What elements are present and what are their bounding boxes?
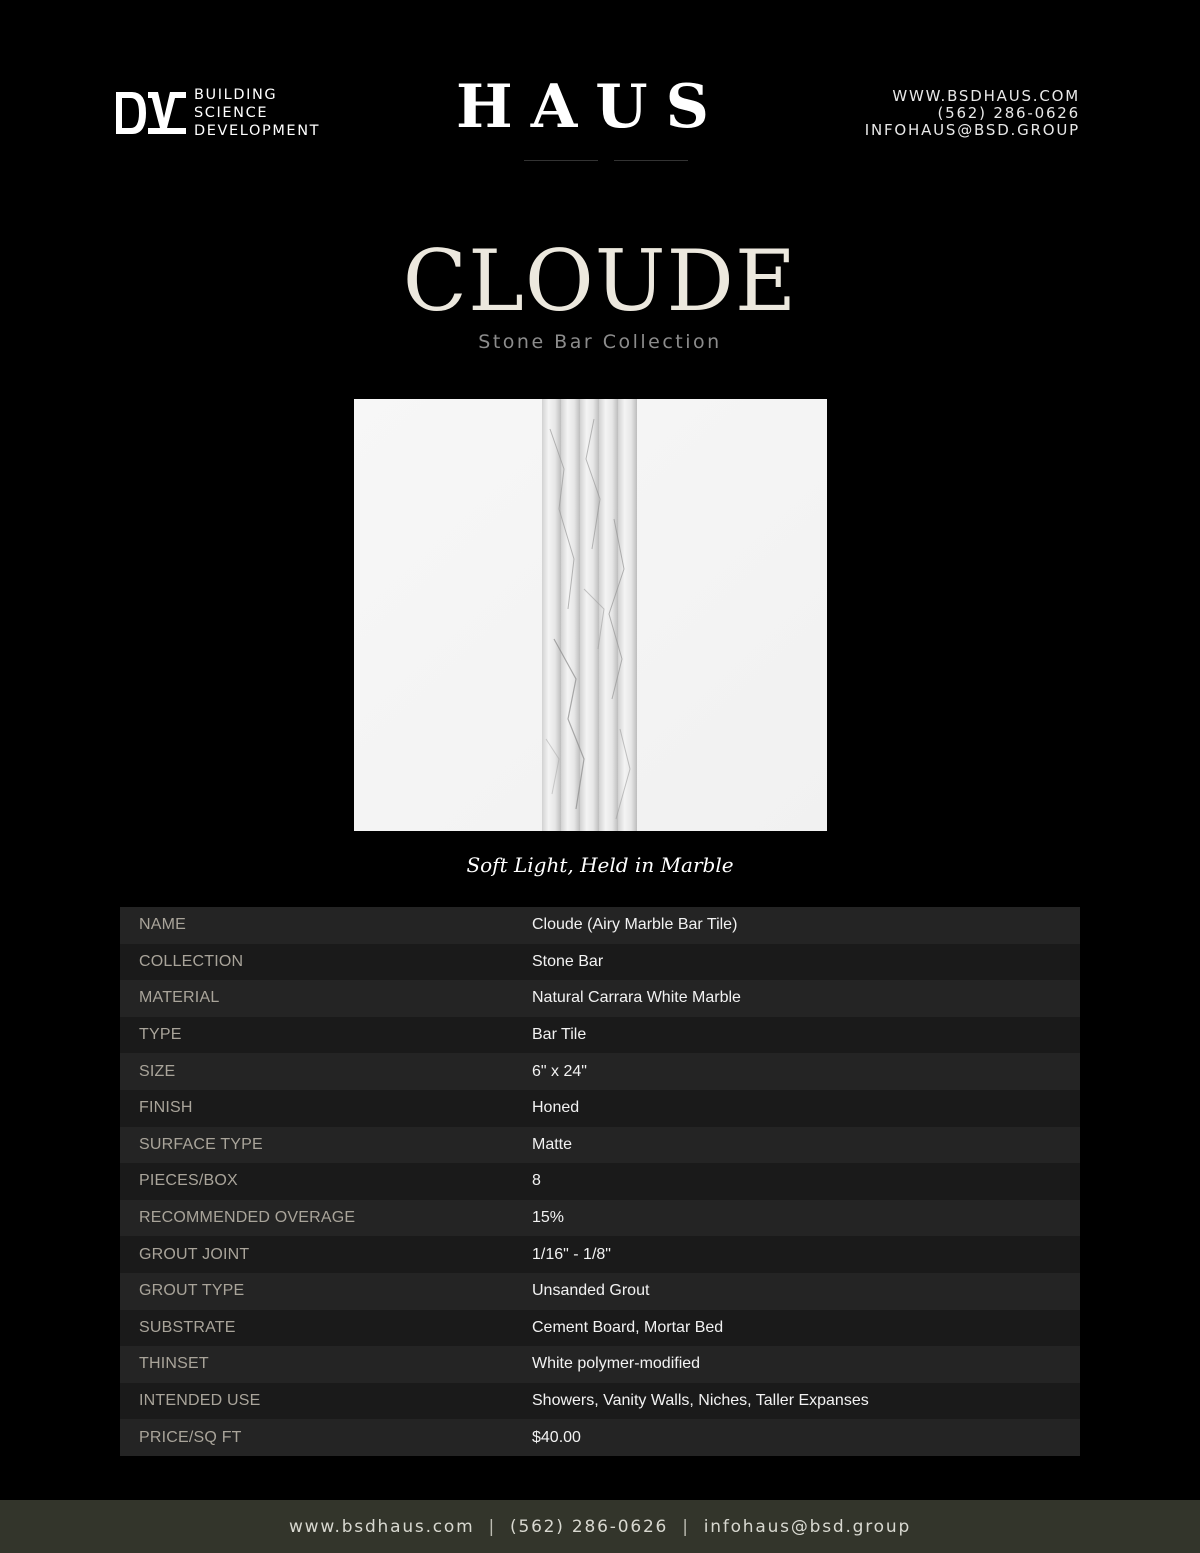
header-website[interactable]: WWW.BSDHAUS.COM (892, 87, 1080, 105)
footer-email[interactable]: infohaus@bsd.group (703, 1516, 912, 1537)
marble-bar-image (354, 399, 827, 831)
product-subtitle: Stone Bar Collection (478, 331, 722, 353)
spec-label: COLLECTION (139, 952, 244, 970)
page-header (0, 0, 1200, 200)
spec-value: $40.00 (532, 1428, 581, 1446)
spec-value: Cloude (Airy Marble Bar Tile) (532, 916, 738, 934)
bsd-logo (112, 86, 362, 142)
page-footer (0, 1500, 1200, 1553)
product-image (354, 399, 827, 831)
bsd-logo-mark-icon (112, 88, 188, 138)
spec-label: GROUT TYPE (139, 1282, 245, 1300)
product-tagline: Soft Light, Held in Marble (466, 853, 734, 877)
spec-value: Stone Bar (532, 952, 604, 970)
spec-value: 15% (532, 1209, 565, 1227)
brand-underline (524, 160, 598, 161)
logo-wordmark (194, 86, 320, 140)
logo-line-development: DEVELOPMENT (194, 123, 321, 139)
spec-label: SUBSTRATE (139, 1318, 236, 1336)
spec-row (120, 1200, 1080, 1237)
logo-line-building: BUILDING (194, 87, 278, 103)
spec-label: PRICE/SQ FT (139, 1428, 242, 1446)
spec-row (120, 1383, 1080, 1420)
spec-label: RECOMMENDED OVERAGE (139, 1209, 356, 1227)
spec-row (120, 980, 1080, 1017)
spec-value: Unsanded Grout (532, 1282, 650, 1300)
haus-wordmark: HAUS (456, 72, 727, 142)
spec-value: Cement Board, Mortar Bed (532, 1318, 724, 1336)
spec-value: Bar Tile (532, 1026, 587, 1044)
header-phone[interactable]: (562) 286-0626 (937, 104, 1080, 122)
spec-row (120, 907, 1080, 944)
spec-table (120, 907, 1080, 1456)
header-contact (865, 88, 1080, 139)
spec-row (120, 1127, 1080, 1164)
header-email[interactable]: INFOHAUS@BSD.GROUP (864, 121, 1080, 139)
brand-underline (614, 160, 688, 161)
spec-label: PIECES/BOX (139, 1172, 238, 1190)
spec-value: Showers, Vanity Walls, Niches, Taller Expanses (532, 1392, 869, 1410)
footer-separator: | (682, 1516, 690, 1537)
logo-line-science: SCIENCE (194, 105, 269, 121)
spec-value: Matte (532, 1135, 573, 1153)
spec-row (120, 1163, 1080, 1200)
spec-row (120, 1090, 1080, 1127)
spec-row (120, 944, 1080, 981)
spec-value: 1/16" - 1/8" (532, 1245, 611, 1263)
spec-row (120, 1053, 1080, 1090)
spec-label: SIZE (139, 1062, 176, 1080)
spec-label: THINSET (139, 1355, 209, 1373)
spec-value: 8 (532, 1172, 541, 1190)
spec-label: MATERIAL (139, 989, 220, 1007)
spec-row (120, 1236, 1080, 1273)
footer-phone[interactable]: (562) 286-0626 (510, 1516, 669, 1537)
spec-label: INTENDED USE (139, 1392, 261, 1410)
spec-row (120, 1017, 1080, 1054)
spec-row (120, 1419, 1080, 1456)
spec-label: GROUT JOINT (139, 1245, 250, 1263)
spec-row (120, 1346, 1080, 1383)
product-title: CLOUDE (402, 232, 798, 330)
spec-label: FINISH (139, 1099, 193, 1117)
spec-label: TYPE (139, 1026, 182, 1044)
footer-separator: | (488, 1516, 497, 1537)
footer-website[interactable]: www.bsdhaus.com (288, 1516, 475, 1537)
spec-label: SURFACE TYPE (139, 1135, 263, 1153)
spec-row (120, 1273, 1080, 1310)
spec-value: 6" x 24" (532, 1062, 587, 1080)
spec-row (120, 1310, 1080, 1347)
haus-brand (456, 72, 746, 172)
spec-value: White polymer-modified (532, 1355, 701, 1373)
spec-value: Natural Carrara White Marble (532, 989, 741, 1007)
spec-label: NAME (139, 916, 187, 934)
spec-value: Honed (532, 1099, 580, 1117)
